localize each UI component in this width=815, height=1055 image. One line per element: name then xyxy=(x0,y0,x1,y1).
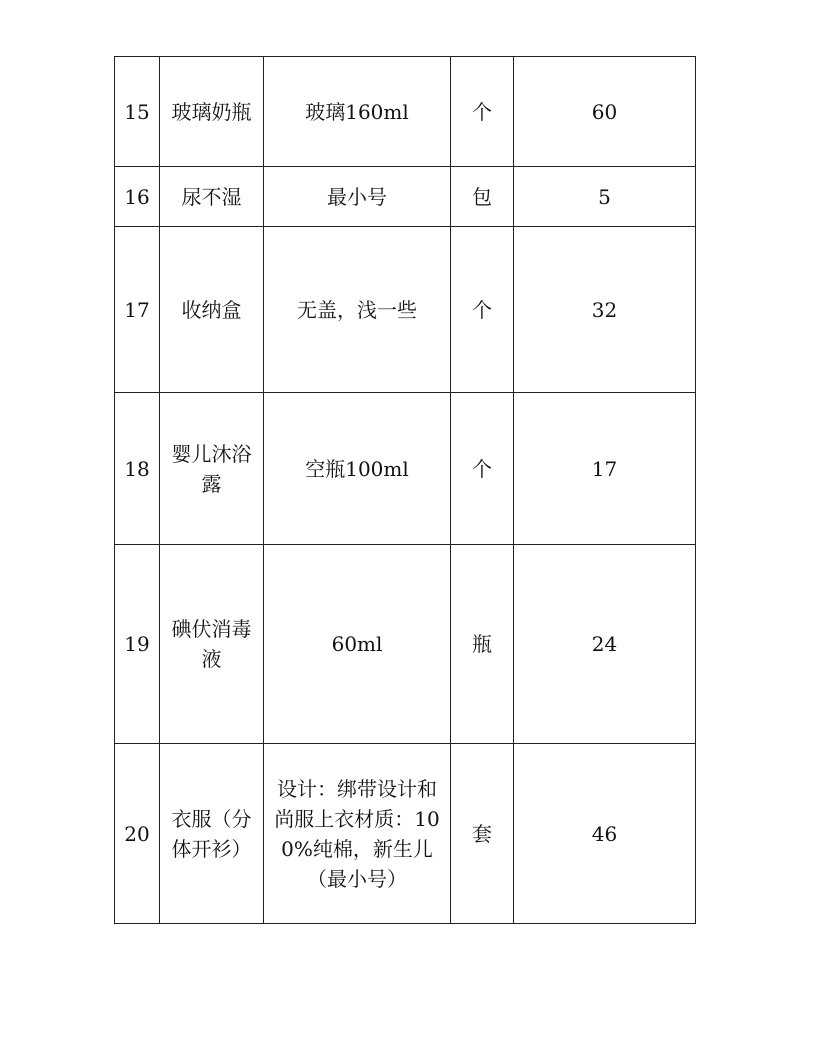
table-row xyxy=(115,393,696,545)
item-quantity: 60 xyxy=(514,57,696,167)
table-row xyxy=(115,227,696,393)
item-spec: 60ml xyxy=(331,632,383,656)
item-name: 衣服（分体开衫） xyxy=(171,806,252,861)
item-quantity: 46 xyxy=(514,744,696,924)
item-table xyxy=(114,56,696,924)
row-number: 15 xyxy=(115,57,160,167)
item-quantity: 32 xyxy=(514,227,696,393)
item-name: 玻璃奶瓶 xyxy=(171,99,252,124)
item-name: 收纳盒 xyxy=(181,297,242,322)
table-row xyxy=(115,167,696,227)
item-quantity: 5 xyxy=(514,167,696,227)
row-number: 18 xyxy=(115,393,160,545)
table-row xyxy=(115,545,696,744)
item-spec: 空瓶100ml xyxy=(305,456,409,481)
item-spec: 最小号 xyxy=(327,184,387,209)
table-row xyxy=(115,57,696,167)
item-unit: 个 xyxy=(451,393,514,545)
table-row xyxy=(115,744,696,924)
row-number: 20 xyxy=(115,744,160,924)
item-name: 碘伏消毒液 xyxy=(171,617,252,671)
item-spec: 设计：绑带设计和尚服上衣材质：100%纯棉，新生儿（最小号） xyxy=(274,776,440,891)
row-number: 19 xyxy=(115,545,160,744)
item-spec: 无盖，浅一些 xyxy=(297,297,417,322)
item-unit: 个 xyxy=(451,57,514,167)
item-quantity: 24 xyxy=(514,545,696,744)
item-name: 婴儿沐浴露 xyxy=(171,441,252,496)
row-number: 16 xyxy=(115,167,160,227)
item-name: 尿不湿 xyxy=(181,184,242,209)
item-unit: 瓶 xyxy=(451,545,514,744)
item-quantity: 17 xyxy=(514,393,696,545)
item-unit: 包 xyxy=(451,167,514,227)
row-number: 17 xyxy=(115,227,160,393)
item-unit: 个 xyxy=(451,227,514,393)
item-unit: 套 xyxy=(451,744,514,924)
item-spec: 玻璃160ml xyxy=(305,99,409,124)
